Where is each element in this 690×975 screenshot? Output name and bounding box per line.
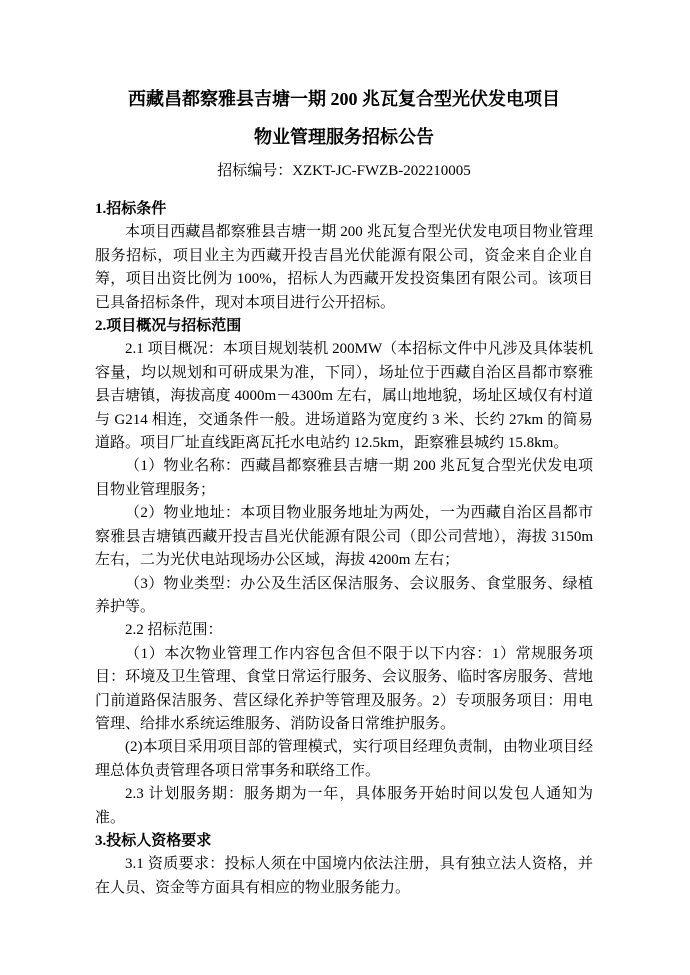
paragraph-tender-scope-content: （1）本次物业管理工作内容包含但不限于以下内容：1）常规服务项目：环境及卫生管理、食堂日常运行服务、会议服务、临时客房服务、营地门前道路保洁服务、营区绿化养护等管理及服务。2）专项服务项目：用电管理、给排水系统运维服务、消防设备日常维护服务。 — [95, 645, 593, 732]
document-body — [95, 198, 593, 900]
tender-number: 招标编号：XZKT-JC-FWZB-202210005 — [217, 163, 471, 179]
paragraph-tender-conditions: 本项目西藏昌都察雅县吉塘一期 200 兆瓦复合型光伏发电项目物业管理服务招标，项目业主为西藏开投吉昌光伏能源有限公司，资金来自企业自筹，项目出资比例为 100%，招标人为西藏开发投资集团有限公司。该项目已具备招标条件，现对本项目进行公开招标。 — [95, 224, 593, 311]
paragraph-service-period: 2.3 计划服务期：服务期为一年，具体服务开始时间以发包人通知为准。 — [95, 786, 593, 826]
section-heading-project-overview: 2.项目概况与招标范围 — [95, 318, 242, 335]
paragraph-project-overview: 2.1 项目概况：本项目规划装机 200MW（本招标文件中凡涉及具体装机容量，均以规划和可研成果为准，下同），场址位于西藏自治区昌都市察雅县吉塘镇，海拔高度 4000m－4300m 左右，属山地地貌，场址区域仅有村道与 G214 相连，交通条件一般。进场道路为宽度约 3 米、长约 27km 的简易道路。项目厂址直线距离瓦托水电站约 12.5km，距察雅县城约 15.8km。 — [95, 341, 593, 452]
paragraph-management-mode: (2)本项目采用项目部的管理模式，实行项目经理负责制，由物业项目经理总体负责管理各项日常事务和联络工作。 — [95, 739, 593, 779]
document-title — [95, 80, 593, 156]
paragraph-property-type: （3）物业类型：办公及生活区保洁服务、会议服务、食堂服务、绿植养护等。 — [95, 575, 593, 615]
section-heading-tender-conditions: 1.招标条件 — [95, 201, 167, 217]
document-title-line2: 物业管理服务招标公告 — [254, 127, 434, 147]
section-heading-bidder-qualification: 3.投标人资格要求 — [95, 832, 212, 849]
paragraph-property-address: （2）物业地址：本项目物业服务地址为两处，一为西藏自治区昌都市察雅县吉塘镇西藏开投吉昌光伏能源有限公司（即公司营地），海拔 3150m 左右，二为光伏电站现场办公区域，海拔 4200m 左右； — [95, 505, 593, 569]
document-title-line1: 西藏昌都察雅县吉塘一期 200 兆瓦复合型光伏发电项目 — [128, 89, 560, 109]
paragraph-property-name: （1）物业名称：西藏昌都察雅县吉塘一期 200 兆瓦复合型光伏发电项目物业管理服务； — [95, 458, 593, 498]
paragraph-qualification-requirements: 3.1 资质要求：投标人须在中国境内依法注册，具有独立法人资格，并在人员、资金等方面具有相应的物业服务能力。 — [95, 856, 593, 896]
paragraph-tender-scope-label: 2.2 招标范围： — [125, 622, 223, 639]
